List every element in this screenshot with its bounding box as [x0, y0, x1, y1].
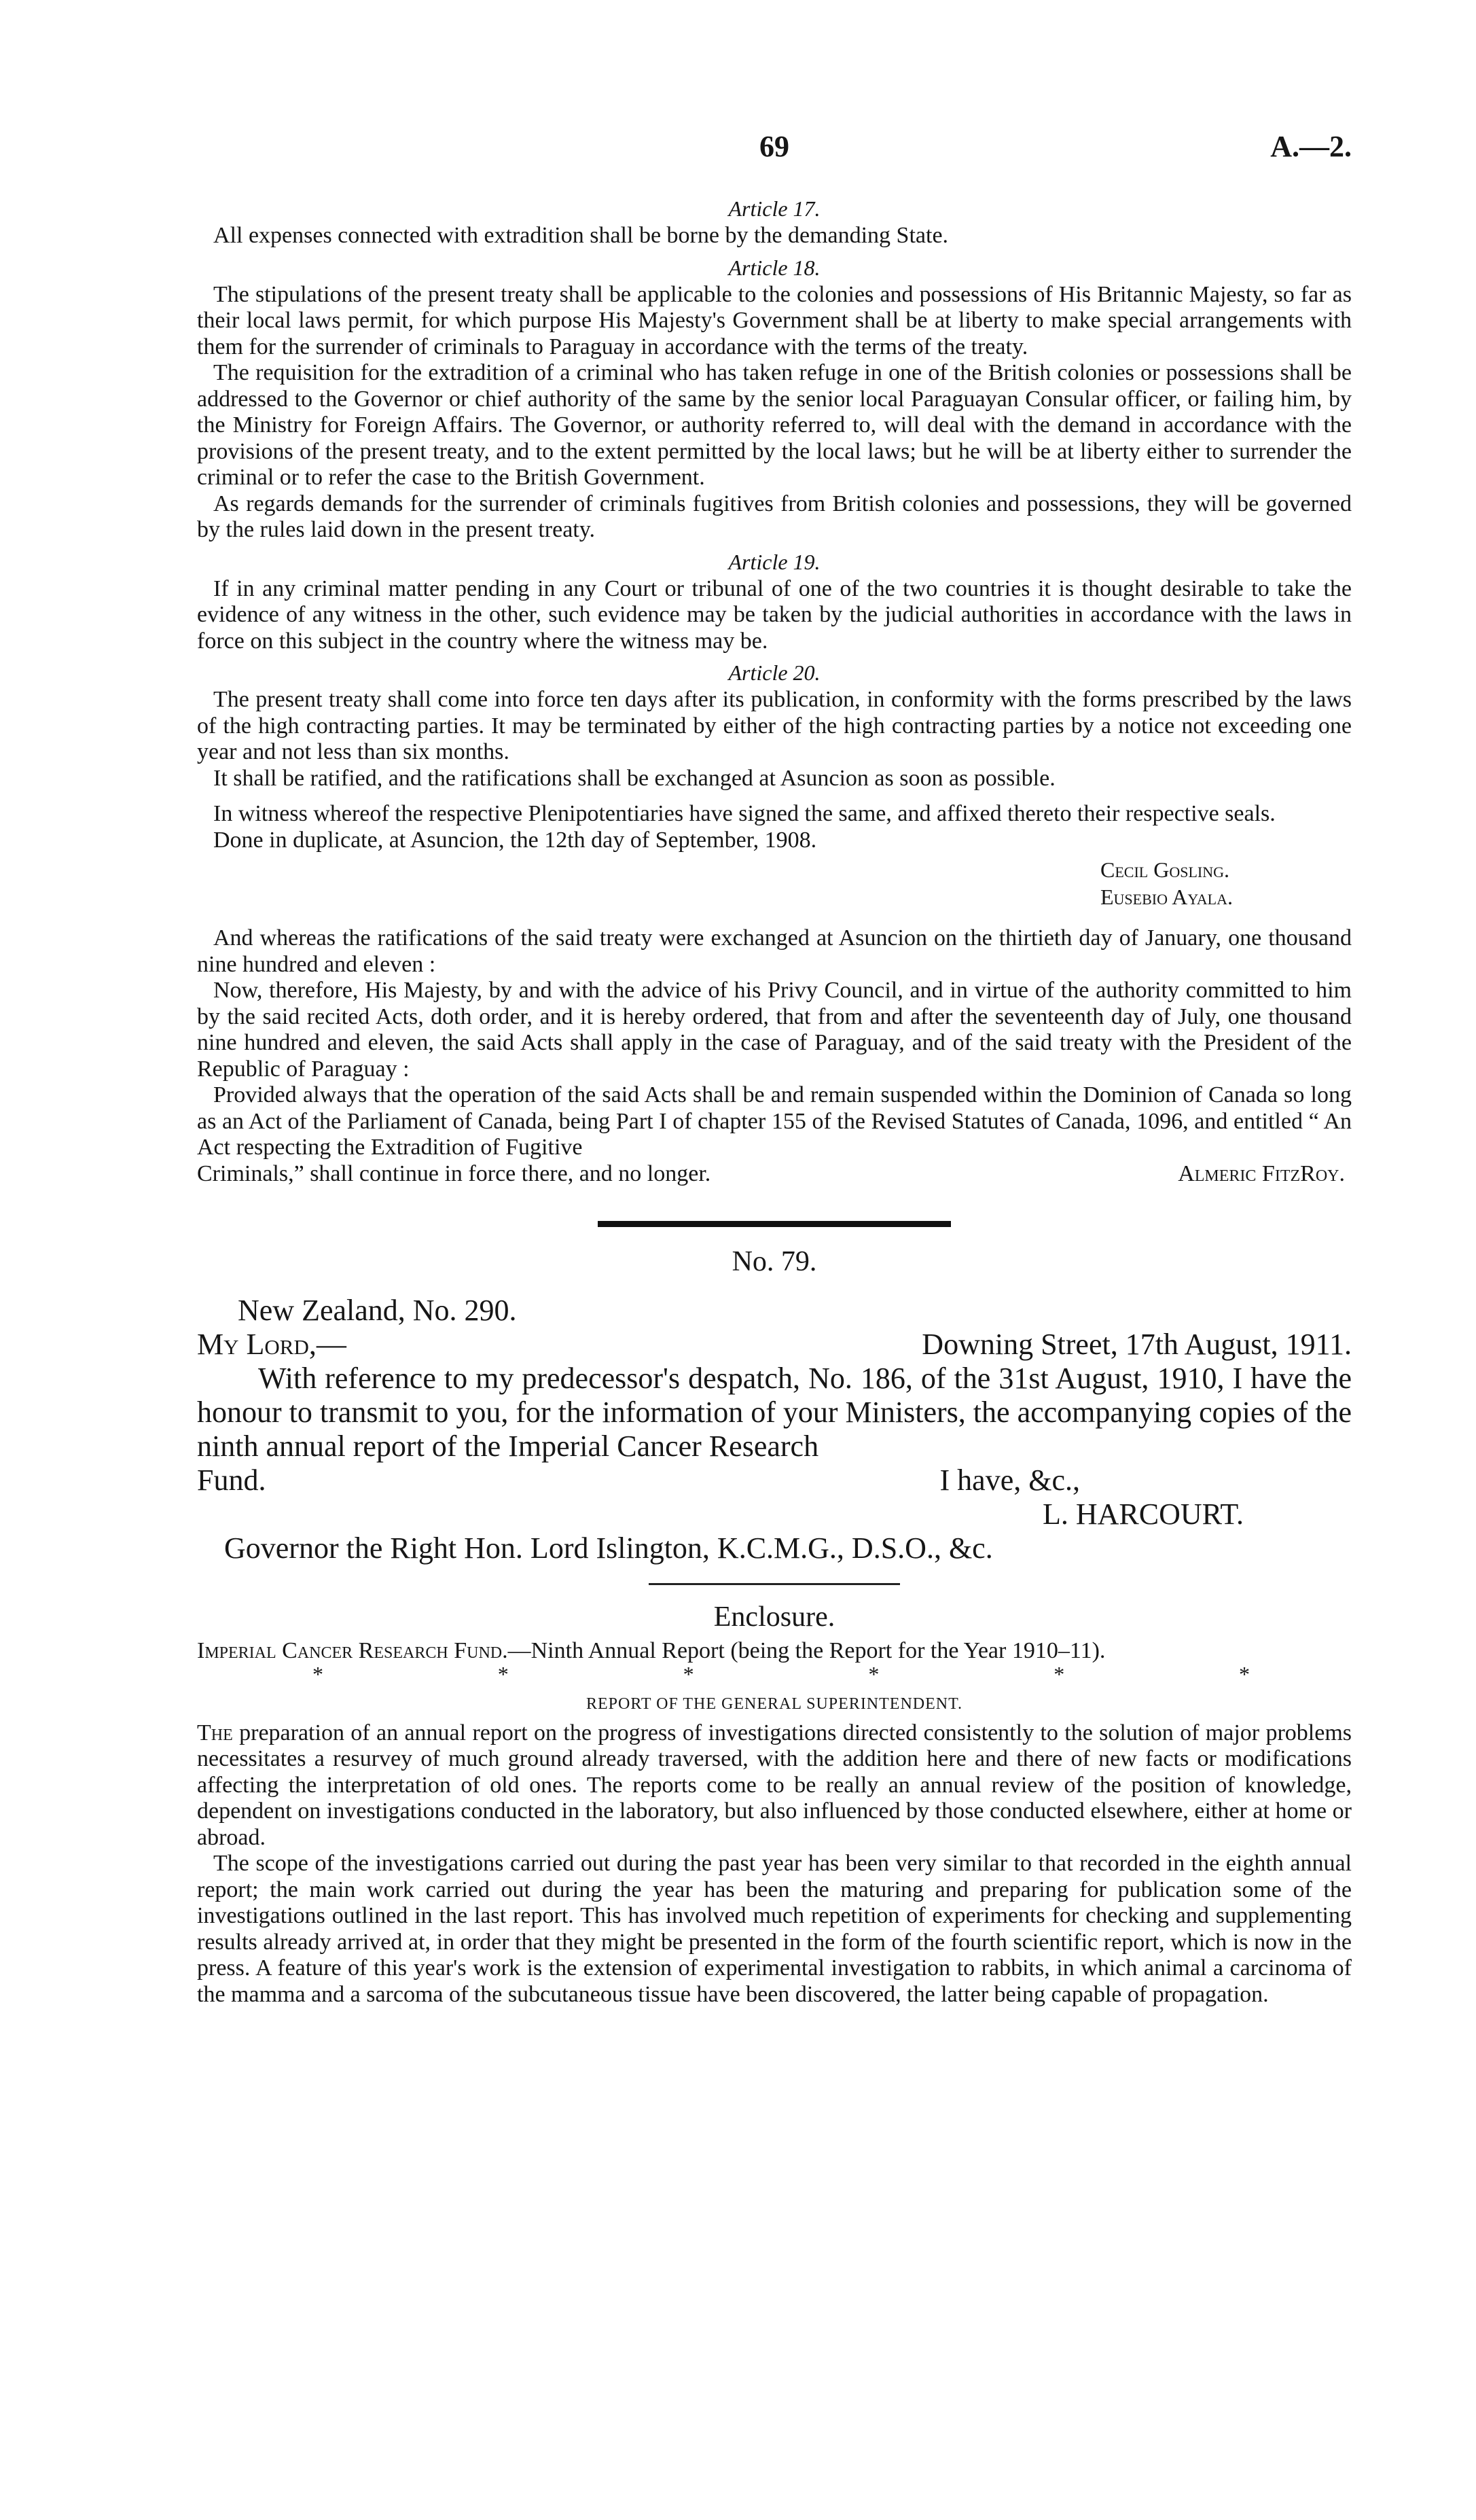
despatch-salutation: My Lord,— [197, 1328, 346, 1361]
despatch-salutation-row [197, 1328, 1352, 1362]
despatch-body-end: Fund. [197, 1463, 266, 1497]
despatch-closing: I have, &c., [939, 1463, 1080, 1497]
article-18-paragraph-2: The requisition for the extradition of a criminal who has taken refuge in one of the British colonies or possessions shall be addressed to the Governor or chief authority of the same by the senior local Paraguayan Consular officer, or failing him, by the Ministry for Foreign Affairs. The Governor, or authority referred to, will deal with the demand in accordance with the provisions of the present treaty, and to the extent permitted by the local laws; but he will be at liberty either to surrender the criminal or to refer the case to the British Government. [197, 360, 1352, 490]
article-17-heading: Article 17. [728, 196, 821, 221]
article-20-paragraph-2: It shall be ratified, and the ratifications shall be exchanged at Asuncion as soon as possible. [213, 765, 1056, 791]
order-closing-text: Criminals,” shall continue in force there, and no longer. [197, 1160, 711, 1186]
star: * [1054, 1661, 1065, 1686]
despatch-number: No. 79. [732, 1246, 817, 1277]
order-paragraph-1: And whereas the ratifications of the said treaty were exchanged at Asuncion on the thirtieth day of January, one thousand nine hundred and eleven : [197, 925, 1352, 977]
treaty-signatories [197, 856, 1352, 910]
enclosure-divider [649, 1583, 900, 1585]
despatch-body: With reference to my predecessor's despatch, No. 186, of the 31st August, 1910, I have the honour to transmit to you, for the information of your Ministers, the accompanying copies of the ninth annual report of the Imperial Cancer Research [197, 1362, 1352, 1463]
signatory-ayala: Eusebio Ayala. [1100, 885, 1234, 909]
order-signature: Almeric FitzRoy. [1178, 1160, 1345, 1186]
star: * [683, 1661, 694, 1686]
despatch-block [197, 1294, 1352, 1565]
done-clause: Done in duplicate, at Asuncion, the 12th day of September, 1908. [213, 827, 817, 853]
page-reference: A.—2. [1270, 130, 1352, 163]
order-last-line [197, 1161, 1352, 1188]
page-header [197, 129, 1352, 190]
order-paragraph-3: Provided always that the operation of the said Acts shall be and remain suspended within the Dominion of Canada so long as an Act of the Parliament of Canada, being Part I of chapter 155 of the Revised Statutes of Canada, 1096, and entitled “ An Act respecting the Extradition of Fugitive [197, 1082, 1352, 1160]
article-18-paragraph-1: The stipulations of the present treaty shall be applicable to the colonies and possessions of His Britannic Majesty, so far as their local laws permit, for which purpose His Majesty's Government shall be at liberty to make special arrangements with them for the surrender of criminals to Paraguay in accordance with the terms of the treaty. [197, 281, 1352, 359]
despatch-place-date: Downing Street, 17th August, 1911. [922, 1328, 1352, 1361]
star: * [1238, 1661, 1250, 1686]
section-divider [598, 1221, 951, 1227]
despatch-colony: New Zealand, No. 290. [238, 1294, 517, 1327]
enclosure-title-rest: —Ninth Annual Report (being the Report for the Year 1910–11). [507, 1638, 1106, 1663]
star: * [497, 1661, 509, 1686]
despatch-addressee: Governor the Right Hon. Lord Islington, K.C.M.G., D.S.O., &c. [224, 1531, 993, 1565]
article-20-heading: Article 20. [728, 660, 821, 685]
star: * [868, 1661, 880, 1686]
article-19-paragraph: If in any criminal matter pending in any Court or tribunal of one of the two countries it is thought desirable to take the evidence of any witness in the other, such evidence may be taken by the judicial authorities in accordance with the laws in force on this subject in the country where the witness may be. [197, 575, 1352, 654]
enclosure-title [197, 1638, 1352, 1665]
despatch-closing-row [197, 1463, 1352, 1497]
despatch-signature: L. HARCOURT. [1043, 1497, 1244, 1531]
document-page [197, 129, 1352, 2008]
article-17-paragraph: All expenses connected with extradition shall be borne by the demanding State. [213, 223, 949, 248]
article-18-heading: Article 18. [728, 255, 821, 280]
order-paragraph-2: Now, therefore, His Majesty, by and with the advice of his Privy Council, and in virtue of the authority committed to him by the said recited Acts, doth order, and it is hereby ordered, that from and after the seventeenth day of July, one thousand nine hundred and eleven, the said Acts shall apply in the case of Paraguay, and of the said treaty with the President of the Republic of Paraguay : [197, 978, 1352, 1082]
report-paragraph-1 [197, 1720, 1352, 1851]
star: * [312, 1661, 323, 1686]
witness-clause: In witness whereof the respective Plenipotentiaries have signed the same, and affixed thereto their respective seals. [213, 801, 1276, 826]
article-20-paragraph-1: The present treaty shall come into force ten days after its publication, in conformity with the forms prescribed by the laws of the high contracting parties. It may be terminated by either of the high contracting parties by a notice not exceeding one year and not less than six months. [197, 687, 1352, 764]
page-number: 69 [759, 130, 789, 163]
enclosure-title-fund: Imperial Cancer Research Fund. [197, 1638, 508, 1663]
signatory-gosling: Cecil Gosling. [1100, 857, 1229, 882]
report-lead-word: The [197, 1720, 233, 1745]
report-paragraph-1-text: preparation of an annual report on the progress of investigations directed consistently to the solution of major problems necessitates a resurvey of much ground already traversed, with the addition here and there of new facts or modifications affecting the interpretation of old ones. The reports come to be really an annual review of the position of knowledge, dependent on investigations conducted in the laboratory, but also influenced by those conducted elsewhere, either at home or abroad. [197, 1720, 1352, 1850]
article-19-heading: Article 19. [728, 549, 821, 574]
omission-stars [197, 1661, 1352, 1686]
enclosure-heading: Enclosure. [713, 1601, 835, 1633]
report-heading: REPORT OF THE GENERAL SUPERINTENDENT. [586, 1694, 962, 1713]
article-18-paragraph-3: As regards demands for the surrender of criminals fugitives from British colonies and possessions, they will be governed by the rules laid down in the present treaty. [197, 491, 1352, 542]
report-paragraph-2: The scope of the investigations carried out during the past year has been very similar to that recorded in the eighth annual report; the main work carried out during the year has been the maturing and preparing for publication some of the investigations outlined in the last report. This has involved much repetition of experiments for checking and supplementing results already arrived at, in order that they might be presented in the form of the fourth scientific report, which is now in the press. A feature of this year's work is the extension of experimental investigation to rabbits, in which animal a carcinoma of the mamma and a sarcoma of the subcutaneous tissue have been discovered, the latter being capable of propagation. [197, 1851, 1352, 2007]
